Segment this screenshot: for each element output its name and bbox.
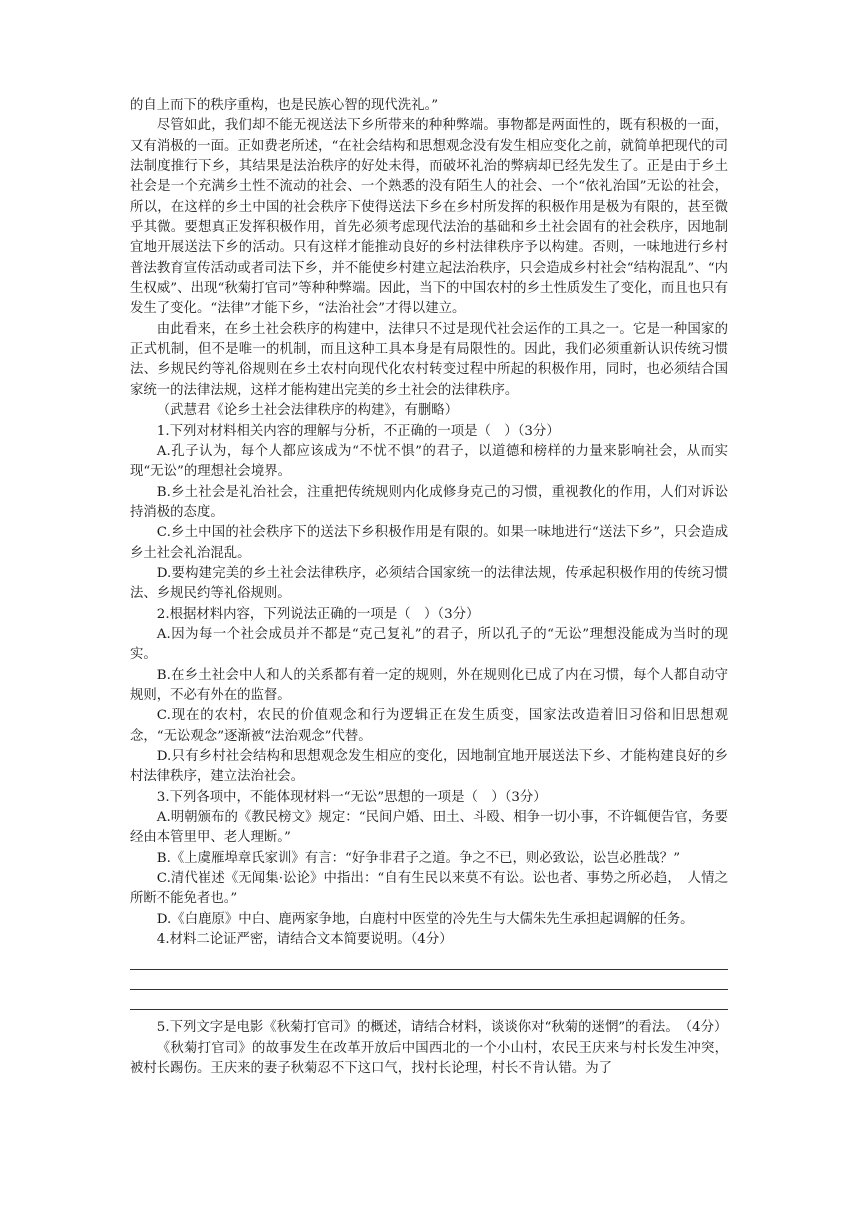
option-2a: A.因为每一个社会成员并不都是“克己复礼”的君子，所以孔子的“无讼”理想没能成为当时的现实。 xyxy=(130,626,728,663)
question-5: 5.下列文字是电影《秋菊打官司》的概述，请结合材料，谈谈你对“秋菊的迷惘”的看法。 （4分） xyxy=(156,1020,728,1036)
option-1d: D.要构建完美的乡土社会法律秩序，必须结合国家统一的法律法规，传承起积极作用的传统习惯法、乡规民约等礼俗规则。 xyxy=(130,565,728,602)
option-2c: C.现在的农村，农民的价值观念和行为逻辑正在发生质变，国家法改造着旧习俗和旧思想观念，“无讼观念”逐渐被“法治观念”代替。 xyxy=(130,708,728,744)
question-3: 3.下列各项中，不能体现材料一“无讼”思想的一项是（ ）（3分） xyxy=(156,789,547,805)
option-2d: D.只有乡村社会结构和思想观念发生相应的变化，因地制宜地开展送法下乡、才能构建良好的乡村法律秩序，建立法治社会。 xyxy=(130,749,728,785)
option-1a: A.孔子认为，每个人都应该成为“不忧不惧”的君子，以道德和榜样的力量来影响社会，从而实现“无讼”的理想社会境界。 xyxy=(130,443,728,480)
answer-line xyxy=(130,950,728,970)
question-2: 2.根据材料内容，下列说法正确的一项是（ ）（3分） xyxy=(156,606,480,622)
paragraph-conclusion: 由此看来，在乡土社会秩序的构建中，法律只不过是现代社会运作的工具之一。它是一种国家的正式机制，但不是唯一的机制，而且这种工具本身是有局限性的。因此，我们必须重新认识传统习惯法、乡规民约等礼俗规则在乡土农村向现代化农村转变过程中所起的积极作用，同时，也必须结合国家统一的法律法规，这样才能构建出完美的乡土社会的法律秩序。 xyxy=(130,321,728,398)
spacer xyxy=(130,1010,728,1018)
option-3b: B.《上虞雁埠章氏家训》有言：“好争非君子之道。争之不已，则必致讼，讼岂必胜哉？” xyxy=(156,850,681,866)
option-1b: B.乡土社会是礼治社会，注重把传统规则内化成修身克己的习惯，重视教化的作用，人们对诉讼持消极的态度。 xyxy=(130,484,728,520)
question-4: 4.材料二论证严密，请结合文本简要说明。（4分） xyxy=(156,932,453,948)
answer-line xyxy=(130,970,728,990)
paragraph-drawbacks: 尽管如此，我们却不能无视送法下乡所带来的种种弊端。事物都是两面性的，既有积极的一面，又有消极的一面。正如费老所述，“在社会结构和思想观念没有发生相应变化之前，就简单把现代的司法制度推行下乡，其结果是法治秩序的好处未得，而破坏礼治的弊病却已经先发生了。正是由于乡土社会是一个充满乡土性不流动的社会、一个熟悉的没有陌生人的社会、一个“依礼治国”无讼的社会，所以，在这样的乡土中国的社会秩序下使得送法下乡在乡村所发挥的积极作用是极为有限的，甚至微乎其微。要想真正发挥积极作用，首先必须考虑现代法治的基础和乡土社会固有的社会秩序，因地制宜地开展送法下乡的活动。只有这样才能推动良好的乡村法律秩序予以构建。否则，一味地进行乡村普法教育宣传活动或者司法下乡，并不能使乡村建立起法治秩序，只会造成乡村社会“结构混乱”、“内生权威”、出现“秋菊打官司”等种种弊端。因此，当下的中国农村的乡土性质发生了变化，而且也只有发生了变化。“法律”才能下乡，“法治社会”才得以建立。 xyxy=(130,118,728,317)
option-3d: D.《白鹿原》中白、鹿两家争地，白鹿村中医堂的冷先生与大儒朱先生承担起调解的任务。 xyxy=(156,911,694,927)
document-page xyxy=(130,96,728,1079)
option-2b: B.在乡土社会中人和人的关系都有着一定的规则，外在规则化已成了内在习惯，每个人都自动守规则，不必有外在的监督。 xyxy=(130,667,728,703)
option-3c: C.清代崔述《无闻集·讼论》中指出：“自有生民以来莫不有讼。讼也者、事势之所必趋， 人情之所断不能免者也。” xyxy=(130,871,728,907)
option-3a: A.明朝颁布的《教民榜文》规定：“民间户婚、田土、斗殴、相争一切小事，不许辄便告官，务要经由本管里甲、老人理断。” xyxy=(130,810,728,846)
answer-line xyxy=(130,990,728,1010)
option-1c: C.乡土中国的社会秩序下的送法下乡积极作用是有限的。如果一味地进行“送法下乡”，只会造成乡土社会礼治混乱。 xyxy=(130,525,728,561)
source-citation: （武慧君《论乡土社会法律秩序的构建》，有删略） xyxy=(156,403,459,419)
film-summary: 《秋菊打官司》的故事发生在改革开放后中国西北的一个小山村，农民王庆来与村长发生冲突，被村长踢伤。王庆来的妻子秋菊忍不下这口气，找村长论理，村长不肯认错。为了 xyxy=(130,1040,728,1077)
question-1: 1.下列对材料相关内容的理解与分析，不正确的一项是（ ）（3分） xyxy=(156,423,560,439)
paragraph-continuation: 的自上而下的秩序重构，也是民族心智的现代洗礼。” xyxy=(130,98,439,113)
